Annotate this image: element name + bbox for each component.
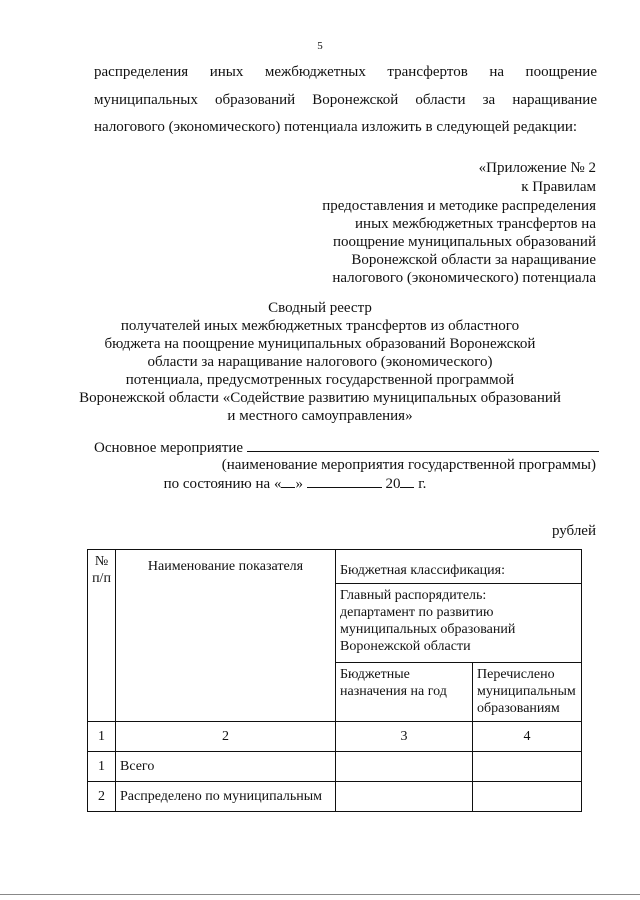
main-manager-header <box>336 584 582 663</box>
row-cell <box>336 752 473 782</box>
page-number: 5 <box>317 40 323 52</box>
col-4-header: Перечислено муниципальным образованиям <box>473 663 582 722</box>
row-cell <box>473 752 582 782</box>
date-prefix: по состоянию на « <box>163 476 282 492</box>
month-blank-line <box>307 475 382 488</box>
register-title-line-6: Воронежской области «Содействие развитию муниципальных образований <box>79 390 561 406</box>
register-title-line-2: получателей иных межбюджетных трансфертов из областного <box>120 318 520 334</box>
register-title-line-5: потенциала, предусмотренных государственной программой <box>125 372 515 388</box>
row-cell <box>336 782 473 812</box>
date-year: 20 <box>385 476 401 492</box>
appendix-line-6: Воронежской области за наращивание <box>351 252 596 268</box>
register-title-line-3: бюджета на поощрение муниципальных образований Воронежской <box>104 336 536 352</box>
date-row <box>0 475 590 493</box>
activity-label: Основное мероприятие <box>94 440 244 456</box>
budget-class-header: Бюджетная классификация: <box>336 550 582 584</box>
register-table <box>87 549 582 812</box>
page-bottom-rule <box>0 894 640 895</box>
appendix-line-5: поощрение муниципальных образований <box>332 234 596 250</box>
intro-line-3: налогового (экономического) потенциала изложить в следующей редакции: <box>94 119 578 135</box>
register-title-line-1: Сводный реестр <box>268 300 372 316</box>
intro-line-1: распределения иных межбюджетных трансфертов на поощрение <box>94 64 597 80</box>
activity-caption: (наименование мероприятия государственной программы) <box>221 457 596 473</box>
intro-line-2: муниципальных образований Воронежской области за наращивание <box>94 92 597 108</box>
date-suffix: г. <box>418 476 427 492</box>
col-3-header: Бюджетные назначения на год <box>336 663 473 722</box>
index-cell-3: 3 <box>336 722 473 752</box>
appendix-line-2: к Правилам <box>521 179 596 195</box>
appendix-line-7: налогового (экономического) потенциала <box>332 270 596 286</box>
table-row <box>88 752 582 782</box>
currency-unit: рублей <box>551 523 596 539</box>
activity-blank-line <box>247 439 599 452</box>
row-name: Всего <box>116 752 336 782</box>
activity-row <box>94 439 599 457</box>
row-cell <box>473 782 582 812</box>
table-row <box>88 782 582 812</box>
date-mid: » <box>295 476 303 492</box>
index-cell-4: 4 <box>473 722 582 752</box>
register-title-line-4: области за наращивание налогового (экономического) <box>147 354 493 370</box>
register-title-line-7: и местного самоуправления» <box>227 408 413 424</box>
col-num-header: № п/п <box>88 550 116 722</box>
row-num: 1 <box>88 752 116 782</box>
row-name: Распределено по муниципальным <box>116 782 336 812</box>
appendix-line-4: иных межбюджетных трансфертов на <box>355 216 596 232</box>
index-cell-2: 2 <box>116 722 336 752</box>
day-blank-line <box>281 475 295 488</box>
main-manager-text: Главный распорядитель: департамент по развитию муниципальных образований Воронежской области <box>340 588 516 654</box>
appendix-line-3: предоставления и методике распределения <box>322 198 596 214</box>
appendix-line-1: «Приложение № 2 <box>478 160 596 176</box>
row-num: 2 <box>88 782 116 812</box>
col-name-header: Наименование показателя <box>116 550 336 722</box>
year-blank-line <box>400 475 414 488</box>
index-cell-1: 1 <box>88 722 116 752</box>
